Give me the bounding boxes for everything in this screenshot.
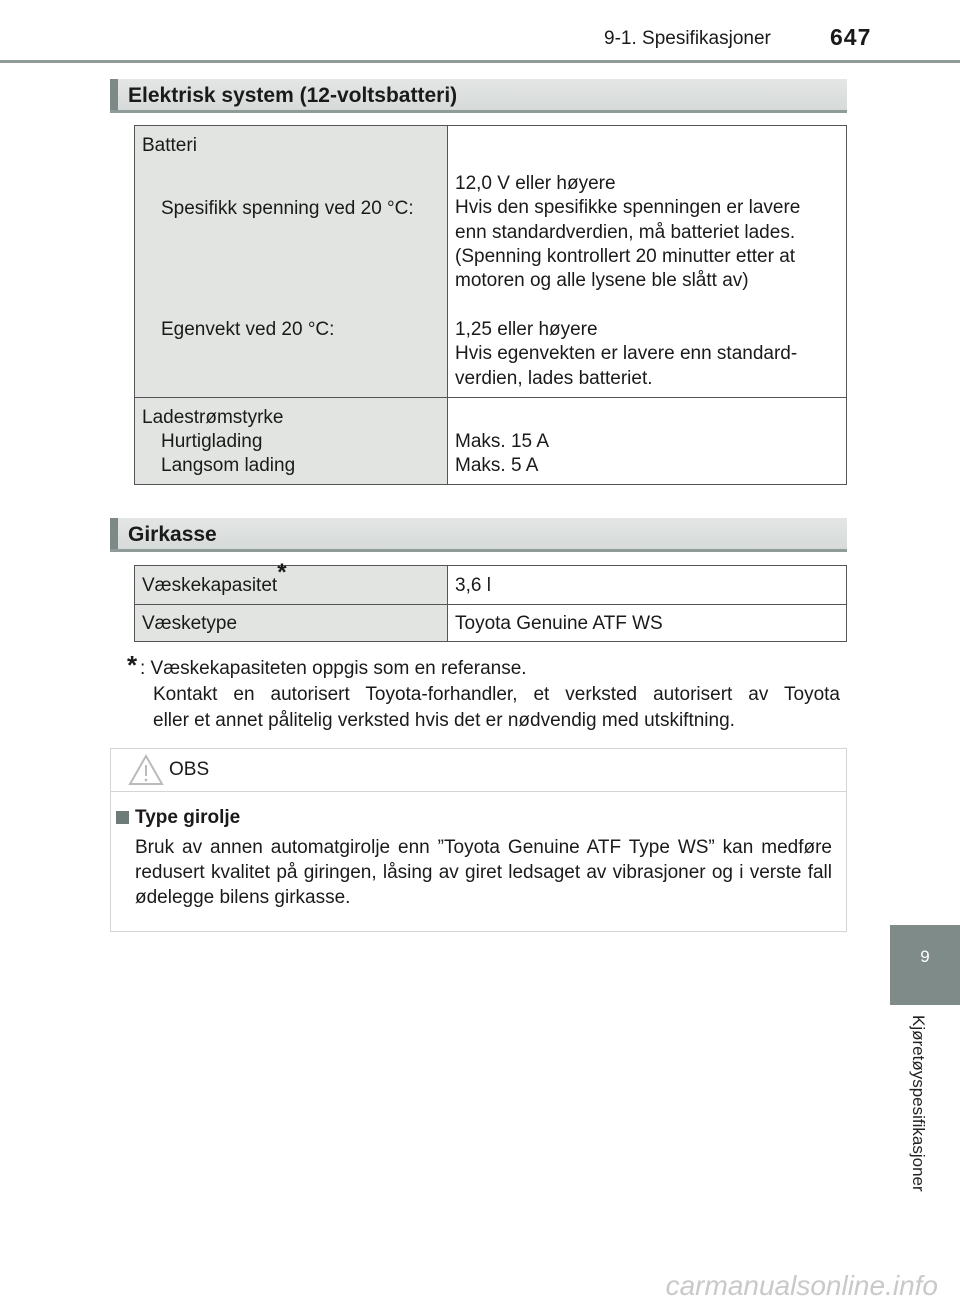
fluid-type-label: Væsketype <box>142 613 238 634</box>
obs-label: OBS <box>169 759 210 780</box>
battery-label: Batteri <box>142 135 197 156</box>
gravity-line: Hvis egenvekten er lavere enn standard- <box>455 343 798 364</box>
footnote-text <box>140 656 840 734</box>
section-heading-gearbox <box>110 518 847 552</box>
header-rule <box>0 60 960 63</box>
slow-charge-value: Maks. 5 A <box>455 455 539 476</box>
obs-notice-box <box>110 748 847 932</box>
obs-item-title: Type girolje <box>135 807 241 828</box>
section-heading-bar <box>110 518 118 549</box>
electrical-spec-table <box>134 125 847 485</box>
table-row-battery <box>135 126 847 398</box>
section-heading-electrical <box>110 79 847 113</box>
gearbox-spec-table <box>134 558 847 642</box>
voltage-line: 12,0 V eller høyere <box>455 173 616 194</box>
voltage-label: Spesifikk spenning ved 20 °C: <box>161 198 414 219</box>
chapter-label: Kjøretøyspesifikasjoner <box>909 1015 928 1192</box>
table-row <box>135 605 847 642</box>
section-heading-bar <box>110 79 118 110</box>
voltage-line: enn standardverdien, må batteriet lades. <box>455 222 796 243</box>
voltage-line: Hvis den spesifikke spenningen er lavere <box>455 197 801 218</box>
fluid-type-value: Toyota Genuine ATF WS <box>455 613 663 634</box>
footnote-line: Kontakt en autorisert Toyota-forhandler, et verksted autorisert av Toyota <box>153 684 840 705</box>
slow-charge-label: Langsom lading <box>161 455 296 476</box>
section-title: Elektrisk system (12-voltsbatteri) <box>128 84 458 107</box>
chapter-tab <box>890 925 960 1005</box>
square-bullet-icon <box>116 811 129 824</box>
voltage-line: motoren og alle lysene ble slått av) <box>455 270 749 291</box>
fluid-capacity-value-cell <box>448 566 847 605</box>
fast-charge-value: Maks. 15 A <box>455 431 549 452</box>
fluid-capacity-value: 3,6 l <box>455 575 491 596</box>
battery-label-cell <box>135 126 448 398</box>
footnote-line: : Væskekapasiteten oppgis som en referanse. <box>140 658 527 679</box>
obs-item-body: Bruk av annen automatgirolje enn ”Toyota Genuine ATF Type WS” kan medføre redusert kvalitet på giringen, låsing av giret ledsaget av vibrasjoner og i verste fall ødelegge bilens girkasse. <box>135 837 832 908</box>
obs-header <box>111 749 846 792</box>
table-row-charge <box>135 398 847 485</box>
fluid-capacity-label: Væskekapasitet* <box>142 558 287 596</box>
gravity-label: Egenvekt ved 20 °C: <box>161 319 335 340</box>
gravity-line: 1,25 eller høyere <box>455 319 598 340</box>
gravity-line: verdien, lades batteriet. <box>455 368 653 389</box>
battery-value-cell <box>448 126 847 398</box>
fast-charge-label: Hurtiglading <box>161 431 263 452</box>
fluid-capacity-label-cell <box>135 558 448 605</box>
section-title: Girkasse <box>128 523 217 546</box>
watermark: carmanualsonline.info <box>665 1270 938 1301</box>
charge-label-cell <box>135 398 448 485</box>
running-header-section: 9-1. Spesifikasjoner <box>604 28 771 49</box>
fluid-type-label-cell <box>135 605 448 642</box>
warning-triangle-icon <box>128 754 164 791</box>
table-row <box>135 566 847 605</box>
charge-value-cell <box>448 398 847 485</box>
chapter-number: 9 <box>920 947 930 966</box>
voltage-line: (Spenning kontrollert 20 minutter etter at <box>455 246 796 267</box>
footnote-mark: * <box>127 650 138 680</box>
charge-label: Ladestrømstyrke <box>142 407 284 428</box>
footnote-asterisk: * <box>277 558 287 586</box>
fluid-type-value-cell <box>448 605 847 642</box>
footnote-line: eller et annet pålitelig verksted hvis det er nødvendig med utskiftning. <box>153 710 735 731</box>
page-number: 647 <box>830 24 872 50</box>
